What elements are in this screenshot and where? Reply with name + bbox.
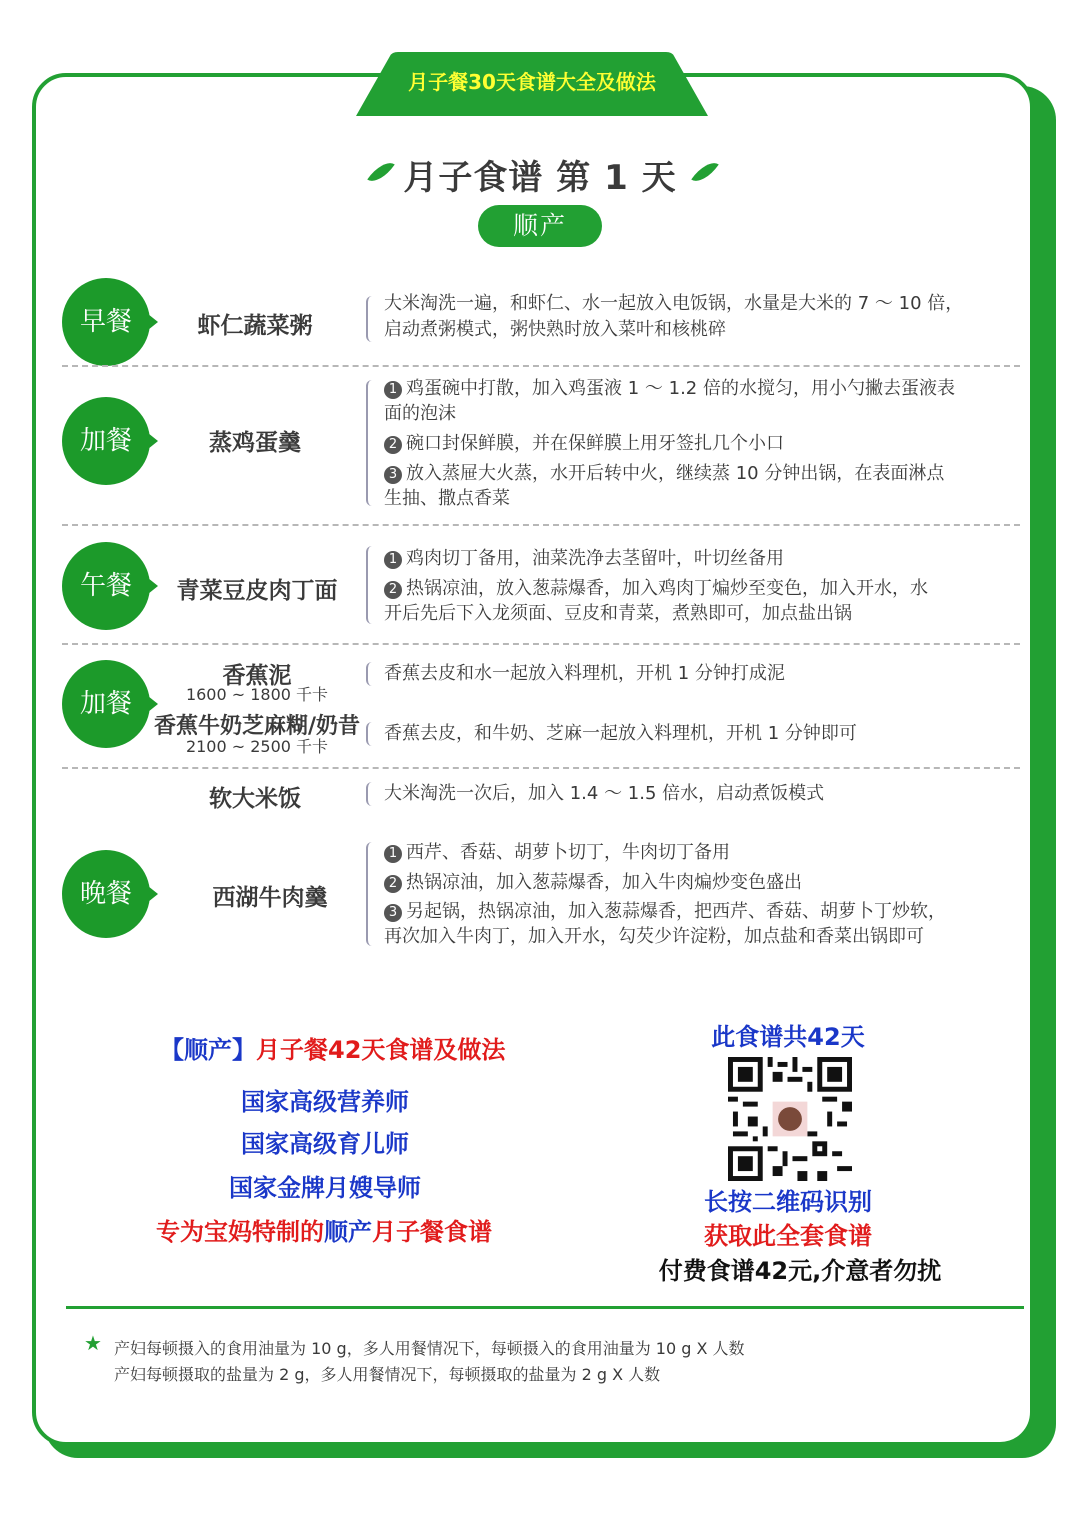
promo-scan: 长按二维码识别 (704, 1188, 872, 1216)
meal-label-snack: 加餐 (62, 397, 150, 485)
promo-line: 专为宝妈特制的顺产月子餐食谱 (156, 1218, 492, 1246)
dish-name: 虾仁蔬菜粥 (197, 313, 313, 339)
calorie-range: 2100 ~ 2500 千卡 (185, 737, 329, 756)
recipe-line: 热锅凉油，放入葱蒜爆香，加入鸡肉丁煸炒至变色，加入开水，水 (406, 578, 928, 599)
recipe-line: 启动煮粥模式，粥快熟时放入菜叶和核桃碎 (384, 319, 726, 340)
recipe-line: 热锅凉油，加入葱蒜爆香，加入牛肉煸炒变色盛出 (406, 872, 802, 893)
step-number-icon: 2 (384, 436, 402, 454)
meal-label-snack: 加餐 (62, 660, 150, 748)
recipe-line: 香蕉去皮，和牛奶、芝麻一起放入料理机，开机 1 分钟即可 (384, 723, 857, 744)
divider (62, 643, 1020, 645)
recipe-line: 大米淘洗一遍，和虾仁、水一起放入电饭锅，水量是大米的 7 ～ 10 倍， (384, 293, 964, 314)
footnote-salt: 产妇每顿摄取的盐量为 2 g，多人用餐情况下，每顿摄取的盐量为 2 g X 人数 (114, 1365, 661, 1384)
recipe-line: 香蕉去皮和水一起放入料理机，开机 1 分钟打成泥 (384, 663, 785, 684)
promo-line: 国家金牌月嫂导师 (229, 1174, 421, 1202)
bracket (366, 662, 376, 686)
dish-name: 青菜豆皮肉丁面 (176, 578, 338, 604)
promo-line: 国家高级育儿师 (241, 1130, 409, 1158)
recipe-line: 鸡肉切丁备用，油菜洗净去茎留叶，叶切丝备用 (406, 548, 784, 569)
step-number-icon: 3 (384, 904, 402, 922)
star-icon: ★ (84, 1331, 102, 1355)
dish-name: 蒸鸡蛋羹 (209, 430, 301, 456)
promo-days: 此食谱共42天 (711, 1023, 865, 1051)
recipe-line: 再次加入牛肉丁，加入开水，勾芡少许淀粉，加点盐和香菜出锅即可 (384, 926, 924, 947)
header-tab-title: 月子餐30天食谱大全及做法 (408, 70, 656, 94)
meal-label-breakfast: 早餐 (62, 278, 150, 366)
bracket (366, 722, 376, 746)
bracket (366, 842, 376, 946)
recipe-line: 面的泡沫 (384, 403, 456, 424)
meal-label-dinner: 晚餐 (62, 850, 150, 938)
step-number-icon: 3 (384, 466, 402, 484)
promo-line: 国家高级营养师 (241, 1088, 409, 1116)
recipe-line: 西芹、香菇、胡萝卜切丁，牛肉切丁备用 (406, 842, 730, 863)
meal-label-lunch: 午餐 (62, 542, 150, 630)
bracket (366, 296, 376, 342)
dish-name: 香蕉泥 (222, 663, 292, 689)
step-number-icon: 1 (384, 551, 402, 569)
delivery-type-badge: 顺产 (478, 205, 602, 247)
step-number-icon: 1 (384, 381, 402, 399)
bracket (366, 380, 376, 506)
bracket (366, 546, 376, 624)
divider (62, 524, 1020, 526)
footer-divider (66, 1306, 1024, 1309)
divider (62, 365, 1020, 367)
recipe-line: 生抽、撒点香菜 (384, 488, 510, 509)
recipe-line: 开后先后下入龙须面、豆皮和青菜，煮熟即可，加点盐出锅 (384, 603, 852, 624)
step-number-icon: 1 (384, 845, 402, 863)
recipe-line: 鸡蛋碗中打散，加入鸡蛋液 1 ～ 1.2 倍的水搅匀，用小勺撇去蛋液表 (406, 378, 955, 399)
dish-name: 西湖牛肉羹 (212, 885, 328, 911)
recipe-line: 碗口封保鲜膜，并在保鲜膜上用牙签扎几个小口 (406, 433, 784, 454)
bracket (366, 782, 376, 806)
promo-get: 获取此全套食谱 (704, 1222, 872, 1250)
footnote-oil: 产妇每顿摄入的食用油量为 10 g，多人用餐情况下，每顿摄入的食用油量为 10 g X 人数 (114, 1339, 745, 1358)
divider (62, 767, 1020, 769)
step-number-icon: 2 (384, 581, 402, 599)
calorie-range: 1600 ~ 1800 千卡 (185, 685, 329, 704)
recipe-line: 大米淘洗一次后，加入 1.4 ～ 1.5 倍水，启动煮饭模式 (384, 783, 825, 804)
dish-name: 香蕉牛奶芝麻糊/奶昔 (153, 714, 361, 739)
page-title: 月子食谱 第 1 天 (403, 158, 677, 198)
promo-fee: 付费食谱42元,介意者勿扰 (658, 1257, 942, 1285)
qr-code-icon[interactable] (728, 1057, 852, 1181)
recipe-line: 放入蒸屉大火蒸，水开后转中火，继续蒸 10 分钟出锅，在表面淋点 (406, 463, 945, 484)
recipe-line: 另起锅，热锅凉油，加入葱蒜爆香，把西芹、香菇、胡萝卜丁炒软， (406, 901, 946, 922)
promo-heading: 【顺产】月子餐42天食谱及做法 (160, 1036, 506, 1064)
step-number-icon: 2 (384, 875, 402, 893)
dish-name: 软大米饭 (209, 786, 301, 812)
